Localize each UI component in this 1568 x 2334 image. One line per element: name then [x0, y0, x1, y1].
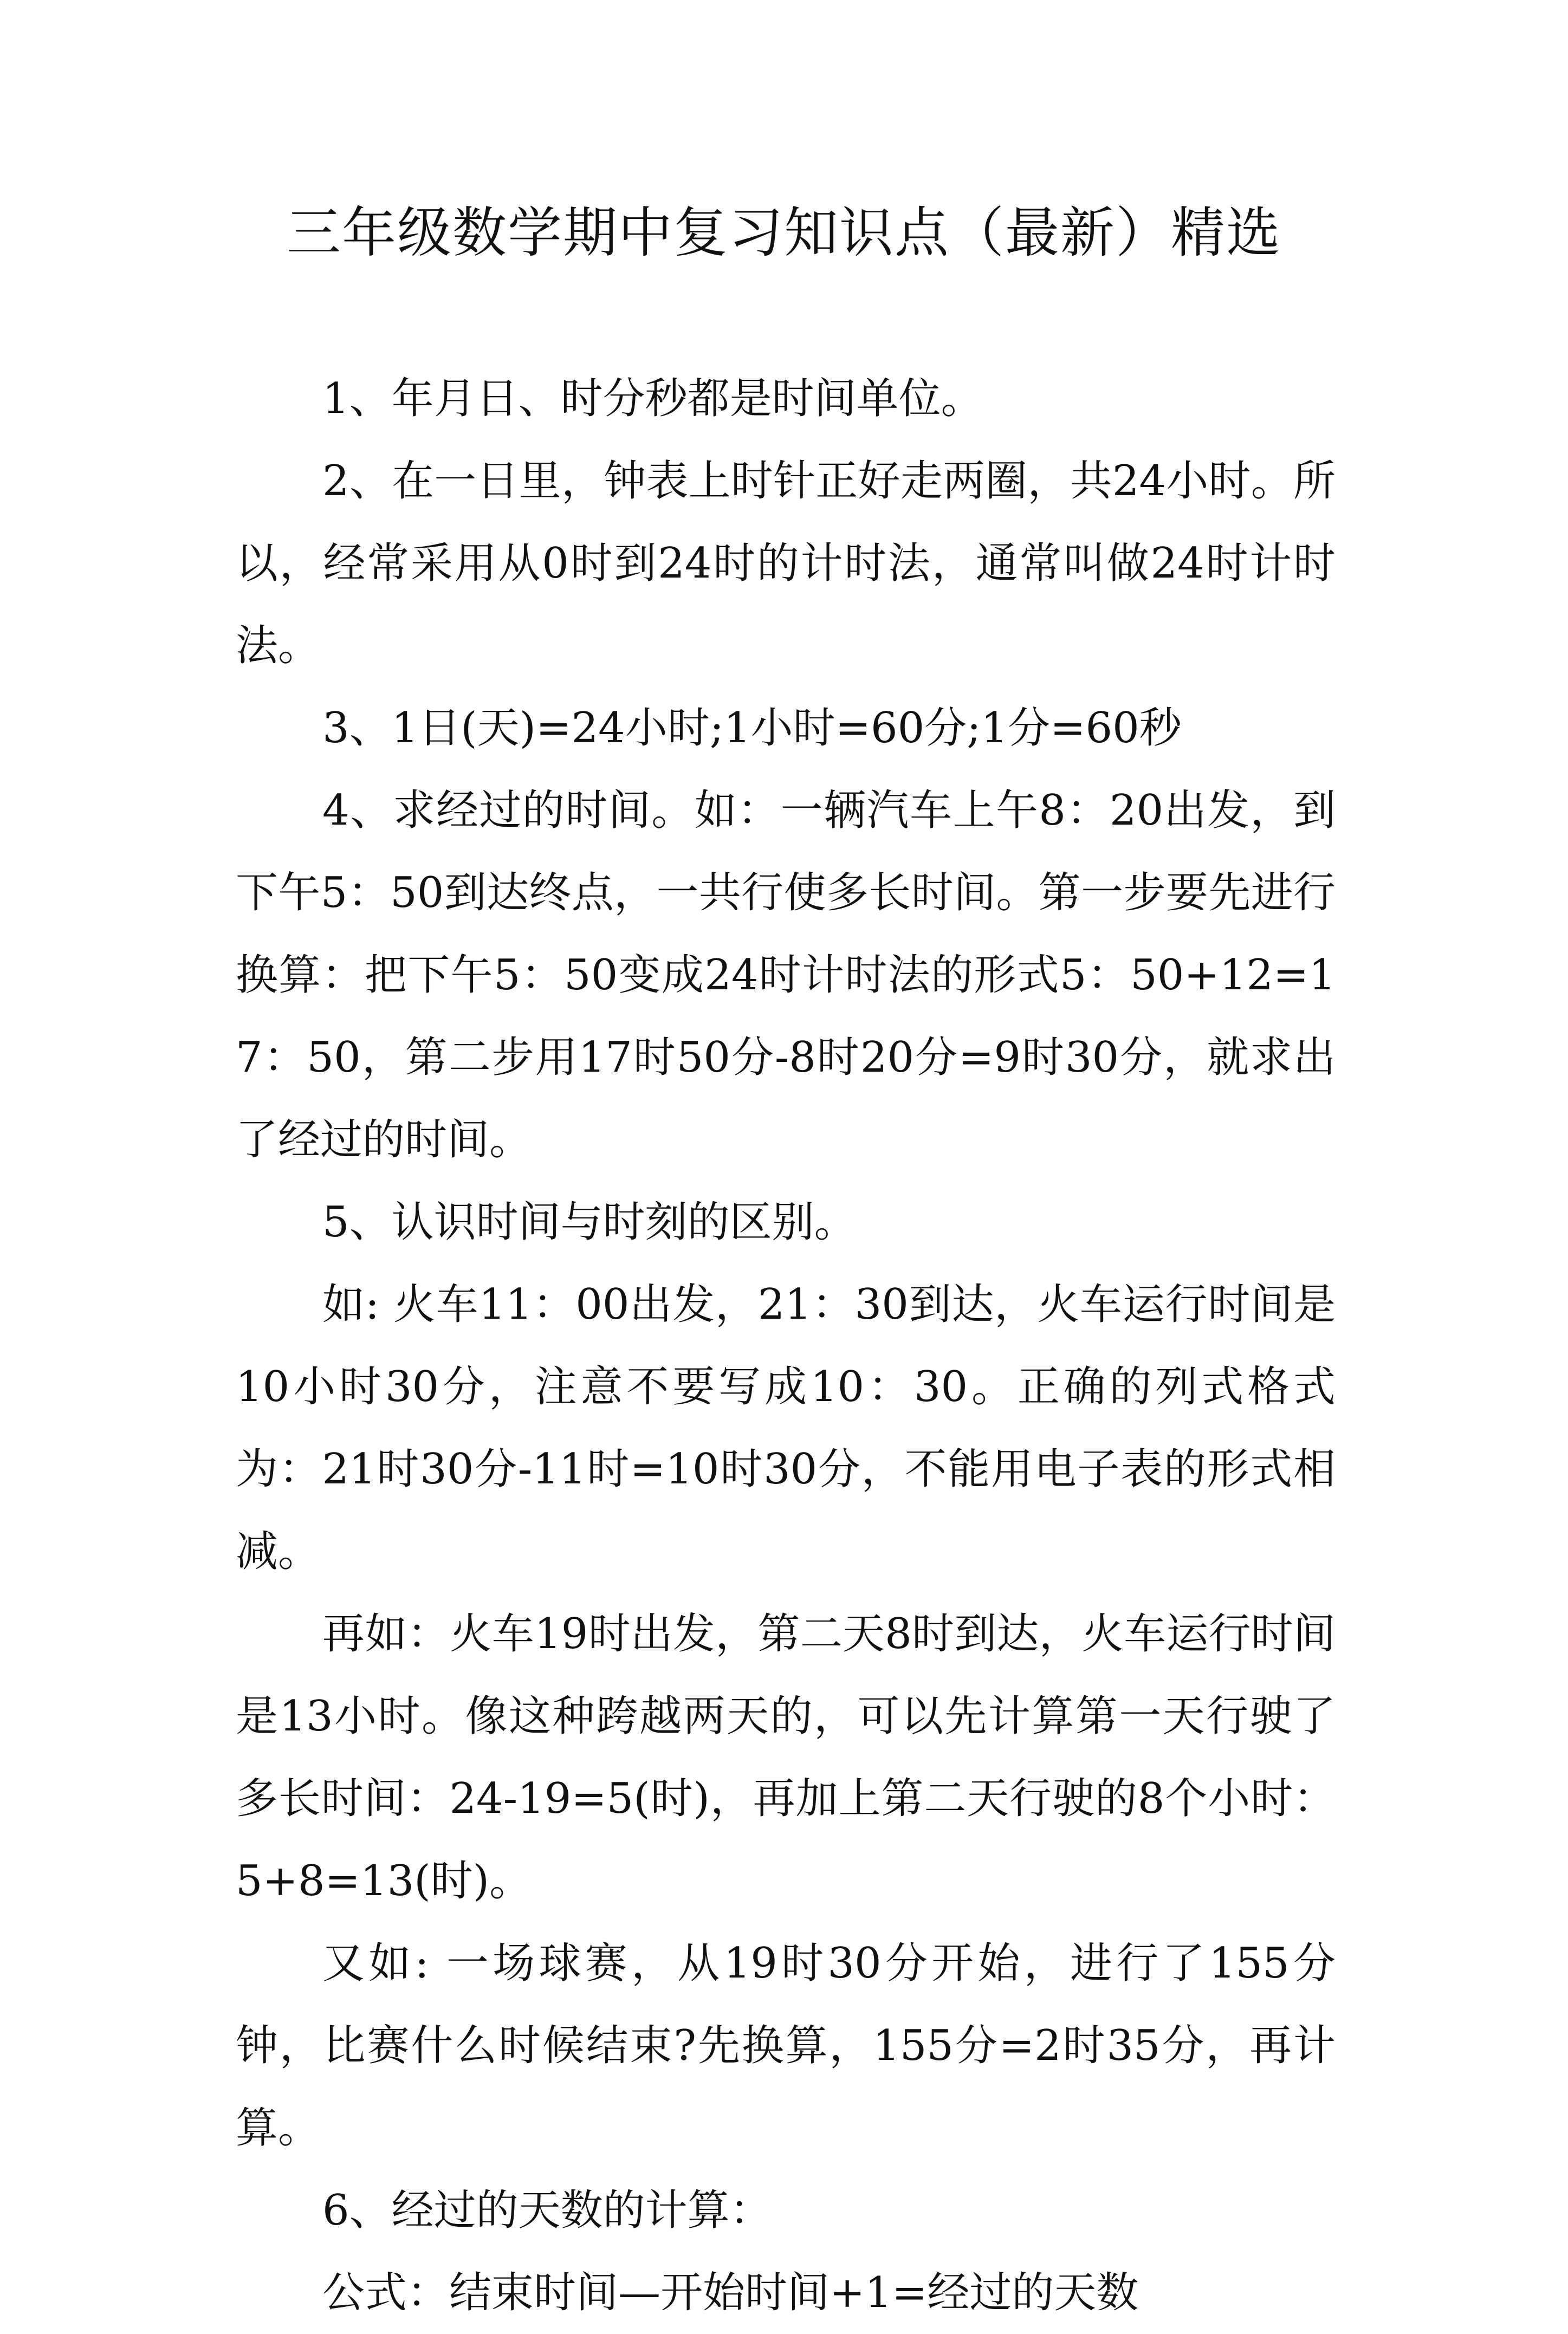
paragraph-3: 3、1日(天)=24小时;1小时=60分;1分=60秒 — [322, 704, 1182, 753]
paragraph-5-example-2: 再如：火车19时出发，第二天8时到达，火车运行时间是13小时。像这种跨越两天的，可以先计算第一天行驶了多长时间：24-19=5(时)，再加上第二天行驶的8个小时：5+8=13(时)。 — [236, 1610, 1336, 1905]
document-body — [236, 358, 1336, 2334]
paragraph-5-example-1: 如: 火车11：00出发，21：30到达，火车运行时间是10小时30分，注意不要写成10：30。正确的列式格式为：21时30分-11时=10时30分，不能用电子表的形式相减。 — [236, 1280, 1336, 1576]
document-title: 三年级数学期中复习知识点（最新）精选 — [287, 201, 1281, 264]
paragraph-5-example-3: 又如: 一场球赛，从19时30分开始，进行了155分钟，比赛什么时候结束?先换算，155分=2时35分，再计算。 — [236, 1939, 1336, 2153]
paragraph-4: 4、求经过的时间。如：一辆汽车上午8：20出发，到下午5：50到达终点，一共行使多长时间。第一步要先进行换算：把下午5：50变成24时计时法的形式5：50+12=17：50，第二步用17时50分-8时20分=9时30分，就求出了经过的时间。 — [236, 786, 1336, 1164]
paragraph-6-formula: 公式：结束时间—开始时间+1=经过的天数 — [322, 2268, 1139, 2317]
paragraph-1: 1、年月日、时分秒都是时间单位。 — [322, 374, 983, 423]
paragraph-5: 5、认识时间与时刻的区别。 — [322, 1198, 857, 1247]
paragraph-2: 2、在一日里，钟表上时针正好走两圈，共24小时。所以，经常采用从0时到24时的计时法，通常叫做24时计时法。 — [236, 457, 1336, 670]
paragraph-6: 6、经过的天数的计算： — [322, 2186, 772, 2235]
